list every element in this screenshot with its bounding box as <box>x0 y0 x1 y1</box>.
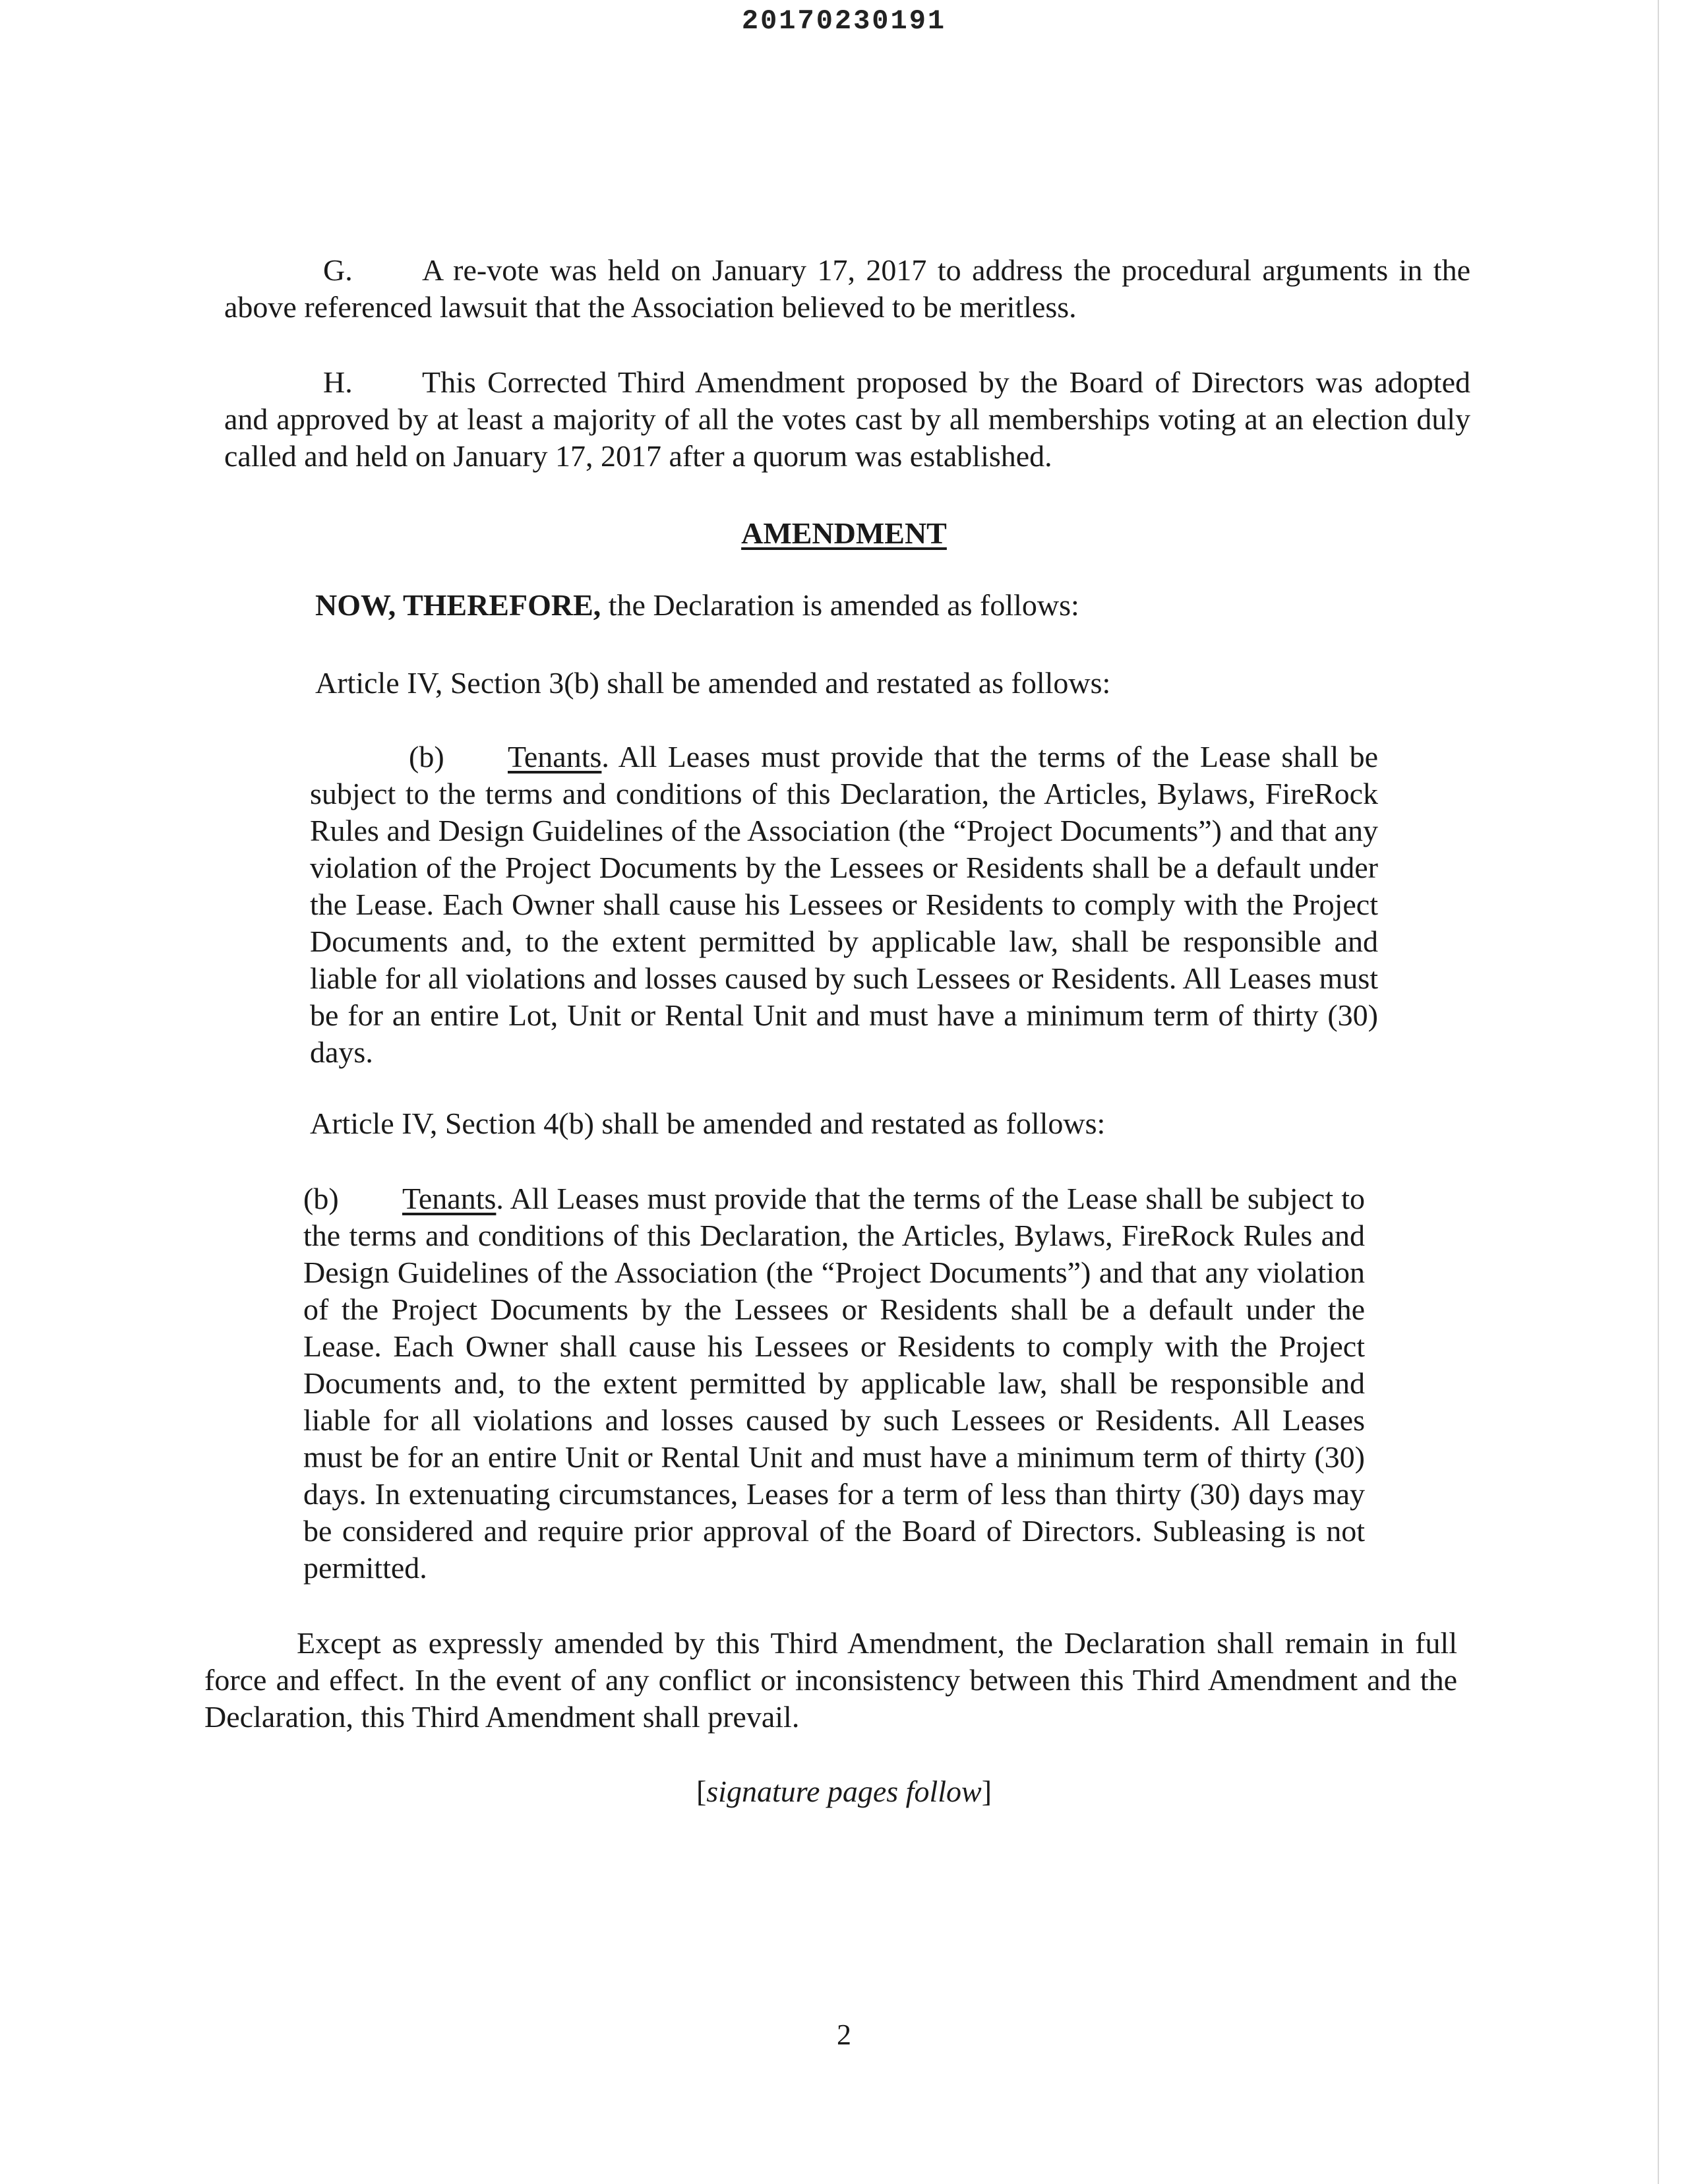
signature-note-open: [ <box>696 1774 707 1808</box>
recital-h <box>224 364 1470 475</box>
section-4b-tag: (b) <box>303 1182 339 1215</box>
closing-paragraph <box>204 1625 1457 1736</box>
now-therefore-rest: the Declaration is amended as follows: <box>601 588 1079 622</box>
page-number: 2 <box>837 2018 851 2051</box>
section-4b-text: . All Leases must provide that the terms of the Lease shall be subject to the terms and conditions of this Declaration, the Articles, Bylaws, FireRock Rules and Design Guidelines of the Association (the “Project Documents”) and that any violation of the Project Documents by the Lessees or Residents shall be a default under the Lease. Each Owner shall cause his Lessees or Residents to comply with the Project Documents and, to the extent permitted by applicable law, shall be responsible and liable for all violations and losses caused by such Lessees or Residents. All Leases must be for an entire Unit or Rental Unit and must have a minimum term of thirty (30) days. In extenuating circumstances, Leases for a term of less than thirty (30) days may be considered and require prior approval of the Board of Directors. Subleasing is not permitted. <box>303 1182 1365 1585</box>
signature-note-text: signature pages follow <box>706 1774 982 1808</box>
section-4b-intro: Article IV, Section 4(b) shall be amended and restated as follows: <box>310 1107 1106 1140</box>
section-3b-text: . All Leases must provide that the terms of the Lease shall be subject to the terms and conditions of this Declaration, the Articles, Bylaws, FireRock Rules and Design Guidelines of the Association (the “Project Documents”) and that any violation of the Project Documents by the Lessees or Residents shall be a default under the Lease. Each Owner shall cause his Lessees or Residents to comply with the Project Documents and, to the extent permitted by applicable law, shall be responsible and liable for all violations and losses caused by such Lessees or Residents. All Leases must be for an entire Lot, Unit or Rental Unit and must have a minimum term of thirty (30) days. <box>310 740 1378 1069</box>
recital-h-text: This Corrected Third Amendment proposed by the Board of Directors was adopted and approved by at least a majority of all the votes cast by all memberships voting at an election duly called and held on January 17, 2017 after a quorum was established. <box>224 365 1470 473</box>
recital-g <box>224 252 1470 326</box>
scan-edge-line <box>1658 0 1659 2184</box>
section-4b-title: Tenants <box>402 1182 497 1215</box>
document-number: 20170230191 <box>741 5 947 37</box>
recital-g-text: A re-vote was held on January 17, 2017 to address the procedural arguments in the above referenced lawsuit that the Association believed to be meritless. <box>224 253 1470 324</box>
section-4b-paragraph <box>303 1180 1365 1587</box>
closing-text: Except as expressly amended by this Third Amendment, the Declaration shall remain in full force and effect. In the event of any conflict or inconsistency between this Third Amendment and the Declaration, this Third Amendment shall prevail. <box>204 1626 1457 1734</box>
section-3b-intro: Article IV, Section 3(b) shall be amended and restated as follows: <box>315 666 1111 700</box>
section-3b-paragraph <box>310 739 1378 1071</box>
now-therefore-lead: NOW, THEREFORE, <box>315 588 601 622</box>
amendment-heading: AMENDMENT <box>741 516 947 550</box>
signature-note <box>0 1774 1688 1809</box>
recital-g-letter: G. <box>323 253 353 287</box>
section-3b-tag: (b) <box>409 740 444 774</box>
section-3b-title: Tenants <box>508 740 602 774</box>
recital-h-letter: H. <box>323 365 353 399</box>
signature-note-close: ] <box>981 1774 992 1808</box>
now-therefore-line <box>315 587 1079 624</box>
